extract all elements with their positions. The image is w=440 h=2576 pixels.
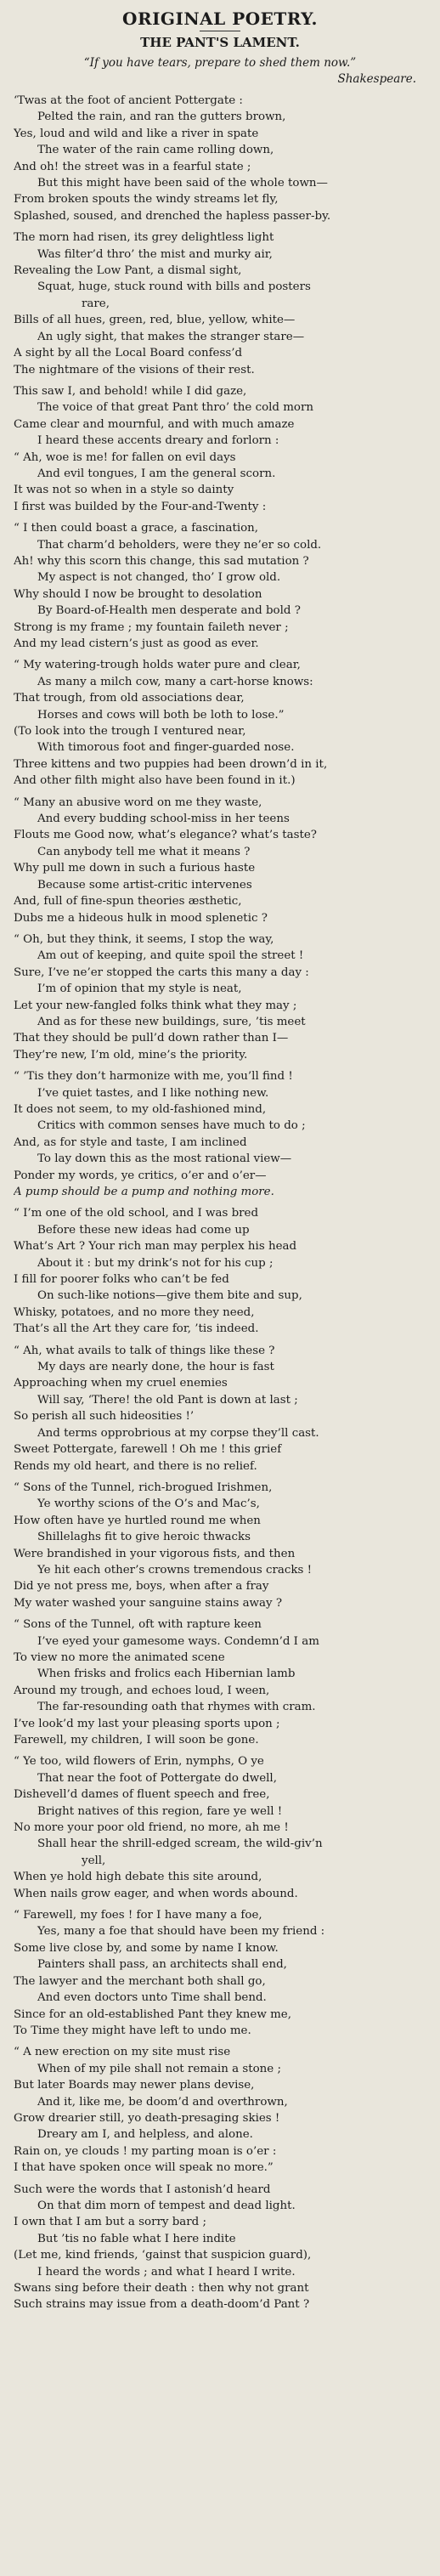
poem-line: Grow drearier still, yo death-presaging skies ! (14, 2111, 280, 2125)
poem-line: I’ve eyed your gamesome ways. Condemn’d I am (37, 1634, 319, 1648)
poem-line: An ugly sight, that makes the stranger stare— (37, 330, 305, 343)
poem-line: I heard the words ; and what I heard I write. (37, 2265, 296, 2279)
poem-line: Rain on, ye clouds ! my parting moan is o’er : (14, 2144, 277, 2158)
poem-line: Dishevell’d dames of fluent speech and free, (14, 1788, 270, 1802)
poem-line: To Time they might have left to undo me. (14, 2024, 251, 2037)
poem-line: “ A new erection on my site must rise (14, 2046, 231, 2059)
poem-line: Ye hit each other’s crowns tremendous cracks ! (37, 1563, 312, 1577)
poem-line: Yes, many a foe that should have been my friend : (37, 1925, 325, 1939)
poem-line: As many a milch cow, many a cart-horse knows: (37, 675, 313, 688)
poem-line: But this might have been said of the whole town— (37, 177, 328, 190)
poem-line: And even doctors unto Time shall bend. (37, 1991, 267, 2005)
stanza (14, 657, 426, 789)
poem-line: But ’tis no fable what I here indite (37, 2232, 236, 2245)
poem-line: I’ve look’d my last your pleasing sports upon ; (14, 1717, 280, 1730)
poem-body (14, 93, 426, 2313)
poem-line: Am out of keeping, and quite spoil the street ! (37, 949, 304, 963)
poem-line: About it : but my drink’s not for his cup ; (37, 1256, 274, 1270)
poem-line: “ Sons of the Tunnel, rich-brogued Irishmen, (14, 1480, 273, 1494)
poem-line: Ponder my words, ye critics, o’er and o’er— (14, 1169, 267, 1182)
poem-line: Horses and cows will both be loth to lose.” (37, 708, 285, 722)
poem-line: With timorous foot and finger-guarded nose. (37, 741, 295, 755)
stanza (14, 229, 426, 378)
stanza (14, 383, 426, 515)
poem-line: That they should be pull’d down rather than I— (14, 1032, 289, 1045)
poem-line: I heard these accents dreary and forlorn : (37, 434, 279, 448)
poem-line: I first was builded by the Four-and-Twenty : (14, 500, 267, 513)
poem-line: The voice of that great Pant thro’ the cold morn (37, 401, 314, 415)
poem-line: But later Boards may newer plans devise, (14, 2079, 255, 2092)
poem-line: A sight by all the Local Board confess’d (14, 347, 243, 360)
poem-line: On such-like notions—give them bite and sup, (37, 1289, 302, 1303)
poem-line: From broken spouts the windy streams let fly, (14, 193, 279, 207)
poem-line: Such strains may issue from a death-doom’d Pant ? (14, 2298, 310, 2312)
poem-line: I own that I am but a sorry bard ; (14, 2216, 206, 2229)
poem-line: My days are nearly done, the hour is fast (37, 1361, 274, 1374)
stanza (14, 2044, 426, 2176)
poem-line: My aspect is not changed, tho’ I grow old. (37, 571, 281, 585)
stanza (14, 1616, 426, 1748)
poem-line: Yes, loud and wild and like a river in spate (14, 127, 259, 140)
poem-line: Were brandished in your vigorous fists, and then (14, 1547, 296, 1560)
poem-line: “ Ah, woe is me! for fallen on evil days (14, 450, 236, 464)
poem-line: “ My watering-trough holds water pure and clear, (14, 659, 301, 672)
poem-line: My water washed your sanguine stains away ? (14, 1596, 283, 1610)
poem-line: Farewell, my children, I will soon be gone. (14, 1734, 259, 1747)
poem-line: Came clear and mournful, and with much amaze (14, 417, 295, 431)
poem-line: “ Sons of the Tunnel, oft with rapture keen (14, 1618, 262, 1632)
poem-line: The far-resounding oath that rhymes with cram. (37, 1701, 316, 1714)
stanza (14, 93, 426, 224)
poem-line: That’s all the Art they care for, ’tis indeed. (14, 1322, 259, 1336)
stanza (14, 1343, 426, 1475)
poem-line: Did ye not press me, boys, when after a fray (14, 1580, 269, 1594)
poem-line: When ye hold high debate this site around, (14, 1871, 262, 1884)
poem-line: (To look into the trough I ventured near, (14, 725, 246, 739)
poem-line: Painters shall pass, an architects shall end, (37, 1958, 287, 1972)
poem-line: Swans sing before their death : then why not grant (14, 2282, 309, 2295)
poem-line: This saw I, and behold! while I did gaze, (14, 384, 247, 398)
poem-line: Shillelaghs fit to give heroic thwacks (37, 1531, 251, 1544)
poem-line: Dreary am I, and helpless, and alone. (37, 2128, 253, 2142)
stanza (14, 1068, 426, 1200)
poem-line: Why pull me down in such a furious haste (14, 862, 256, 875)
poem-line: No more your poor old friend, no more, ah me ! (14, 1821, 289, 1835)
poem-line: The water of the rain came rolling down, (37, 144, 274, 157)
poem-line: Strong is my frame ; my fountain faileth never ; (14, 620, 289, 634)
poem-line: Because some artist-critic intervenes (37, 878, 252, 892)
poem-line: Pelted the rain, and ran the gutters brown, (37, 110, 286, 124)
poem-line: And terms opprobrious at my corpse they’ll cast. (37, 1426, 319, 1440)
poem-line: When of my pile shall not remain a stone ; (37, 2062, 281, 2075)
poem-line: And oh! the street was in a fearful state ; (14, 160, 251, 173)
stanza (14, 520, 426, 652)
poem-line: Flouts me Good now, what’s elegance? what’s taste? (14, 829, 317, 842)
poem-line: They’re new, I’m old, mine’s the priority. (14, 1048, 248, 1062)
poem-line: When nails grow eager, and when words abound. (14, 1887, 298, 1900)
poem-line: “ Ye too, wild flowers of Erin, nymphs, O ye (14, 1755, 264, 1769)
poem-line: Let your new-fangled folks think what they may ; (14, 999, 297, 1012)
poem-line: I’ve quiet tastes, and I like nothing new. (37, 1086, 269, 1100)
poem-line: Bright natives of this region, fare ye well ! (37, 1804, 283, 1818)
poem-line: “ Many an abusive word on me they waste, (14, 795, 262, 809)
poem-line: “ Farewell, my foes ! for I have many a foe, (14, 1909, 262, 1922)
poem-line: To lay down this as the most rational view— (37, 1152, 292, 1166)
poem-line: The nightmare of the visions of their rest. (14, 363, 255, 376)
poem-line: How often have ye hurtled round me when (14, 1514, 261, 1527)
poem-line: That charm’d beholders, were they ne’er so cold. (37, 538, 322, 552)
poem-line: “ I then could boast a grace, a fascination, (14, 522, 259, 535)
poem-line: And, as for style and taste, I am inclined (14, 1135, 247, 1149)
poem-line: Ah! why this scorn this change, this sad mutation ? (14, 554, 309, 568)
poem-line: And other filth might also have been found in it.) (14, 774, 296, 788)
poem-line: I’m of opinion that my style is neat, (37, 982, 242, 996)
poem-line: ‘Twas at the foot of ancient Pottergate : (14, 94, 243, 107)
poem-line: And it, like me, be doom’d and overthrown, (37, 2095, 288, 2109)
section-heading: ORIGINAL POETRY. (122, 8, 318, 29)
poem-line: When frisks and frolics each Hibernian lamb (37, 1667, 296, 1681)
poem-line: “ I’m one of the old school, and I was bred (14, 1207, 259, 1220)
stanza (14, 1907, 426, 2039)
poem-line: Some live close by, and some by name I know. (14, 1941, 279, 1955)
poem-line: And my lead cistern’s just as good as ever. (14, 637, 259, 650)
poem-line: Dubs me a hideous hulk in mood splenetic ? (14, 911, 268, 925)
poem-line: Approaching when my cruel enemies (14, 1377, 228, 1390)
poem-line: Whisky, potatoes, and no more they need, (14, 1305, 255, 1319)
stanza (14, 795, 426, 926)
stanza (14, 1753, 426, 1902)
poem-line: “ Ah, what avails to talk of things like these ? (14, 1344, 275, 1357)
stanza (14, 931, 426, 1063)
poem-line: That near the foot of Pottergate do dwell, (37, 1771, 277, 1785)
poem-line: And as for these new buildings, sure, ’tis meet (37, 1015, 306, 1028)
poem-line: I that have spoken once will speak no more.” (14, 2161, 274, 2175)
poem-title: THE PANT'S LAMENT. (140, 35, 300, 50)
poem-line: Why should I now be brought to desolation (14, 587, 262, 601)
poem-line: Sure, I’ve ne’er stopped the carts this many a day : (14, 965, 309, 979)
poem-line: Critics with common senses have much to do ; (37, 1119, 306, 1133)
poem-line: Revealing the Low Pant, a dismal sight, (14, 264, 242, 278)
poem-line: Bills of all hues, green, red, blue, yellow, white— (14, 314, 296, 327)
poem-line: Three kittens and two puppies had been drown’d in it, (14, 757, 328, 771)
poem-line: rare, (82, 297, 110, 310)
poem-line: On that dim morn of tempest and dead light. (37, 2199, 296, 2212)
poem-line: By Board-of-Health men desperate and bold ? (37, 604, 301, 618)
poem-line: Around my trough, and echoes loud, I ween, (14, 1684, 270, 1697)
poem-line: That trough, from old associations dear, (14, 692, 245, 705)
poem-line: “ Oh, but they think, it seems, I stop the way, (14, 932, 274, 946)
poem-line: What’s Art ? Your rich man may perplex his head (14, 1240, 297, 1254)
poem-line: Ye worthy scions of the O’s and Mac’s, (37, 1497, 260, 1511)
stanza (14, 2182, 426, 2313)
poem-line: “ ’Tis they don’t harmonize with me, you’ll find ! (14, 1070, 293, 1084)
poem-line: It does not seem, to my old-fashioned mind, (14, 1102, 267, 1116)
poem-line: A pump should be a pump and nothing more. (14, 1186, 274, 1198)
epigraph-attribution: Shakespeare. (337, 72, 416, 86)
poem-line: And every budding school-miss in her teens (37, 812, 290, 826)
poem-line: To view no more the animated scene (14, 1650, 225, 1664)
poem-line: Can anybody tell me what it means ? (37, 845, 251, 858)
poem-line: Splashed, soused, and drenched the hapless passer-by. (14, 209, 331, 223)
poem-line: yell, (82, 1854, 106, 1867)
poem-line: Before these new ideas had come up (37, 1223, 250, 1237)
poem-line: Such were the words that I astonish’d heard (14, 2183, 271, 2196)
poem-line: Will say, ‘There! the old Pant is down at last ; (37, 1393, 298, 1407)
poem-line: The morn had risen, its grey delightless light (14, 231, 274, 245)
poem-line: So perish all such hideosities !’ (14, 1410, 195, 1424)
epigraph: “If you have tears, prepare to shed them now.” (83, 56, 357, 70)
poem-line: I fill for poorer folks who can’t be fed (14, 1273, 229, 1287)
poem-line: And, full of fine-spun theories æsthetic, (14, 895, 242, 909)
poem-line: Squat, huge, stuck round with bills and posters (37, 280, 311, 294)
poem-line: The lawyer and the merchant both shall go, (14, 1974, 266, 1988)
poem-line: Sweet Pottergate, farewell ! Oh me ! this grief (14, 1443, 282, 1457)
poem-line: (Let me, kind friends, ‘gainst that suspicion guard), (14, 2249, 312, 2262)
poem-line: Rends my old heart, and there is no relief. (14, 1459, 257, 1473)
stanza (14, 1205, 426, 1337)
poem-line: Since for an old-established Pant they knew me, (14, 2007, 291, 2021)
poem-line: Shall hear the shrill-edged scream, the wild-giv’n (37, 1837, 323, 1851)
poem-line: It was not so when in a style so dainty (14, 484, 234, 497)
stanza (14, 1480, 426, 1611)
poem-line: And evil tongues, I am the general scorn. (37, 467, 276, 480)
poem-line: Was filter’d thro’ the mist and murky air, (37, 247, 273, 261)
